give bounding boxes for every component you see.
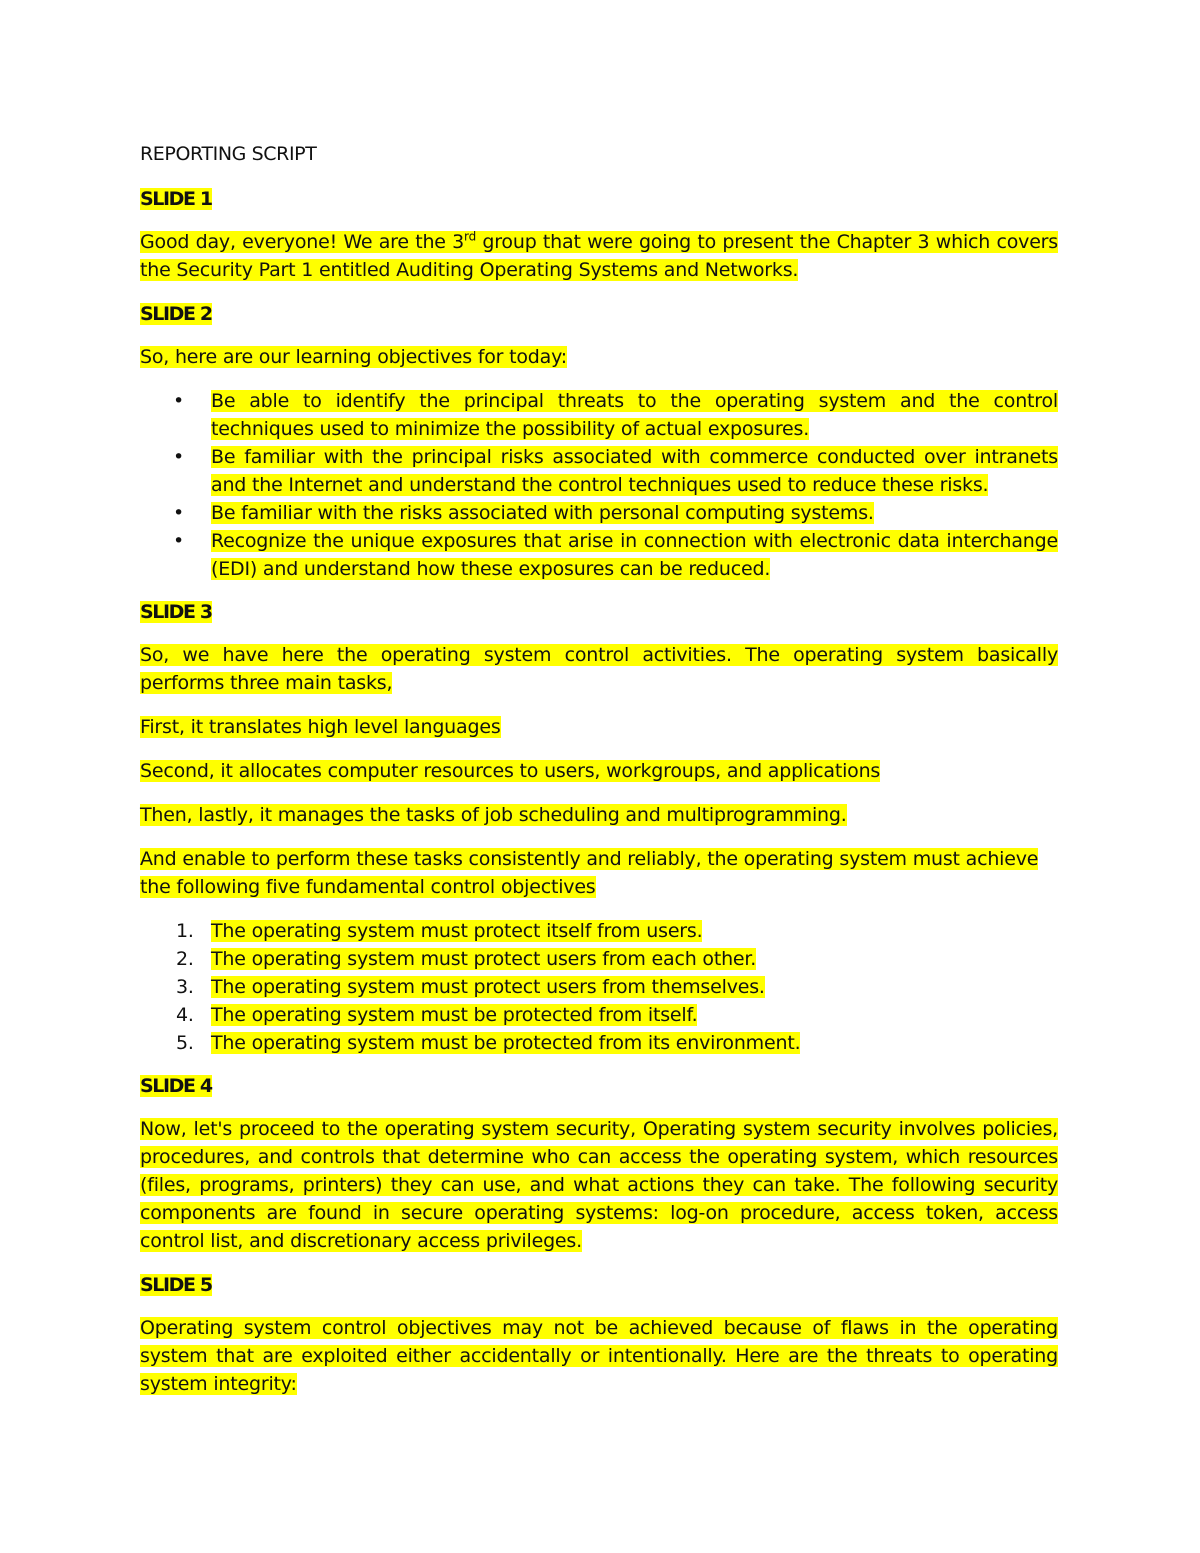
document-page: [140, 140, 1058, 1414]
list-number: 5.: [176, 1032, 194, 1054]
bullet-icon: •: [173, 502, 185, 524]
slide-1-heading-text: SLIDE 1: [140, 188, 212, 210]
list-item: [140, 499, 1058, 527]
slide-3-paragraph-4-text: Then, lastly, it manages the tasks of job scheduling and multiprogramming.: [140, 804, 847, 826]
control-objective-text: The operating system must protect itself from users.: [211, 920, 703, 942]
list-item: [140, 917, 1058, 945]
slide-4-heading: [140, 1072, 1058, 1100]
slide-2-heading: [140, 300, 1058, 328]
slide-3-paragraph-1: [140, 641, 1058, 697]
list-item: [140, 443, 1058, 499]
slide-4-paragraph: [140, 1115, 1058, 1255]
slide-1-heading: [140, 185, 1058, 213]
slide-1-text-b: group that were going to present the Chapter 3 which covers the Security Part 1 entitled Auditing Operating Systems and Networks.: [140, 231, 1058, 281]
slide-4-paragraph-text: Now, let's proceed to the operating system security, Operating system security involves policies, procedures, and controls that determine who can access the operating system, which resources (files, programs, printers) they can use, and what actions they can take. The following security components are found in secure operating systems: log-on procedure, access token, access control list, and discretionary access privileges.: [140, 1118, 1058, 1252]
control-objective-text: The operating system must be protected from its environment.: [211, 1032, 801, 1054]
objective-text: Be familiar with the risks associated with personal computing systems.: [211, 502, 874, 524]
list-item: [140, 973, 1058, 1001]
control-objective-text: The operating system must protect users from themselves.: [211, 976, 765, 998]
list-number: 1.: [176, 920, 194, 942]
slide-1-text-a: Good day, everyone! We are the 3: [140, 231, 465, 253]
objective-text: Be familiar with the principal risks associated with commerce conducted over intranets and the Internet and understand the control techniques used to reduce these risks.: [211, 446, 1058, 496]
objective-text: Recognize the unique exposures that arise in connection with electronic data interchange (EDI) and understand how these exposures can be reduced.: [211, 530, 1058, 580]
slide-2-objectives-list: [140, 387, 1058, 583]
slide-5-heading: [140, 1271, 1058, 1299]
slide-5-heading-text: SLIDE 5: [140, 1274, 212, 1296]
list-item: [140, 1029, 1058, 1057]
list-number: 2.: [176, 948, 194, 970]
control-objective-text: The operating system must protect users from each other.: [211, 948, 757, 970]
slide-3-paragraph-1-text: So, we have here the operating system control activities. The operating system basically performs three main tasks,: [140, 644, 1058, 694]
objective-text: Be able to identify the principal threats to the operating system and the control techniques used to minimize the possibility of actual exposures.: [211, 390, 1058, 440]
list-item: [140, 387, 1058, 443]
slide-1-superscript: rd: [464, 229, 476, 244]
control-objective-text: The operating system must be protected from itself.: [211, 1004, 698, 1026]
slide-4-heading-text: SLIDE 4: [140, 1075, 212, 1097]
list-number: 3.: [176, 976, 194, 998]
bullet-icon: •: [173, 390, 185, 412]
slide-3-paragraph-2-text: First, it translates high level languages: [140, 716, 501, 738]
list-item: [140, 1001, 1058, 1029]
list-number: 4.: [176, 1004, 194, 1026]
slide-2-intro-text: So, here are our learning objectives for today:: [140, 346, 567, 368]
bullet-icon: •: [173, 530, 185, 552]
list-item: [140, 945, 1058, 973]
document-title: REPORTING SCRIPT: [140, 143, 317, 165]
slide-1-paragraph: [140, 228, 1058, 284]
slide-3-heading-text: SLIDE 3: [140, 601, 212, 623]
slide-3-paragraph-3-text: Second, it allocates computer resources to users, workgroups, and applications: [140, 760, 881, 782]
slide-3-paragraph-5: [140, 845, 1058, 901]
slide-3-objectives-list: [140, 917, 1058, 1057]
bullet-icon: •: [173, 446, 185, 468]
list-item: [140, 527, 1058, 583]
slide-3-paragraph-3: [140, 757, 1058, 785]
slide-2-heading-text: SLIDE 2: [140, 303, 212, 325]
slide-5-paragraph-text: Operating system control objectives may not be achieved because of flaws in the operating system that are exploited either accidentally or intentionally. Here are the threats to operating system integrity:: [140, 1317, 1058, 1395]
slide-2-intro: [140, 343, 1058, 371]
slide-3-paragraph-4: [140, 801, 1058, 829]
slide-3-paragraph-5-text: And enable to perform these tasks consistently and reliably, the operating system must achieve the following five fundamental control objectives: [140, 848, 1039, 898]
slide-3-heading: [140, 598, 1058, 626]
slide-5-paragraph: [140, 1314, 1058, 1398]
slide-3-paragraph-2: [140, 713, 1058, 741]
